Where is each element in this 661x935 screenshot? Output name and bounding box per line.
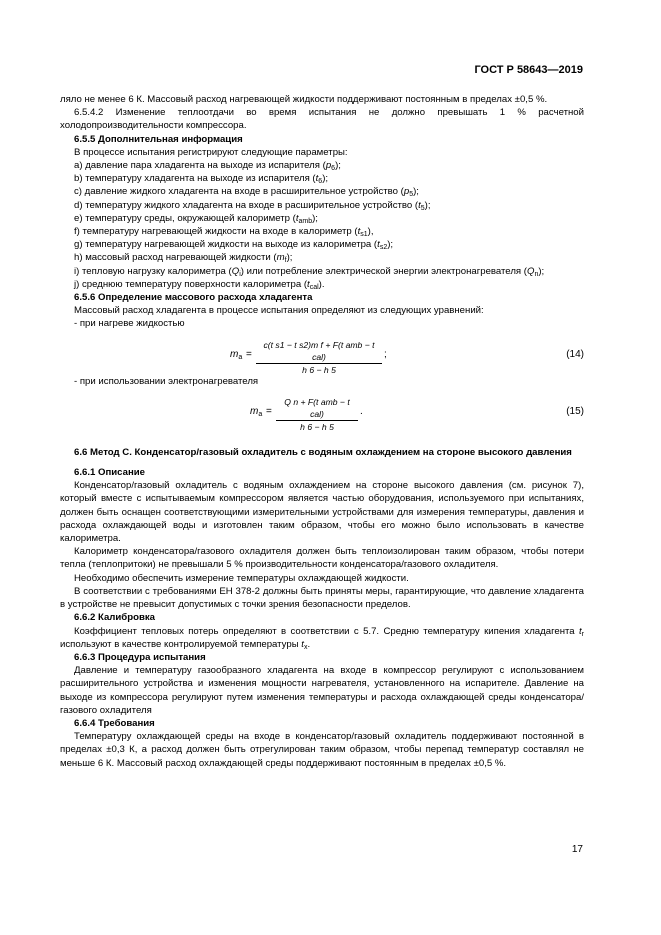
paragraph: Конденсатор/газовый охладитель с водяным охлаждением на стороне высокого давления (см. рисунок 7), который вместе с испытываемым компрессором является частью оборудования, используемого при испытаниях, должен быть оснащен соответствующими измерительными устройствами для измерения температуры, давления и расхода охлаждающей воды и изготовлен таким образом, чтобы его можно было использовать в качестве калориметра. [60,480,584,545]
list-item: g) температуру нагревающей жидкости на выходе из калориметра $(t_{s2})$; [74,239,394,252]
section-heading-6-6-2: 6.6.2 Калибровка [74,612,155,624]
paragraph: 6.5.4.2 Изменение теплоотдачи во время испытания не должно превышать 1 % расчетной холодопроизводительности компрессора. [60,107,584,132]
fraction-numerator: c(t s1 − t s2)m f + F(t amb − t cal) [256,339,382,364]
page-number: 17 [571,844,583,855]
paragraph: - при нагреве жидкостью [74,318,185,330]
section-heading-6-5-6: 6.5.6 Определение массового расхода хладагента [74,292,313,304]
section-heading-6-6-1: 6.6.1 Описание [74,467,145,479]
paragraph: - при использовании электронагревателя [74,375,259,387]
fraction [276,396,358,433]
document-code: ГОСТ Р 58643—2019 [474,64,583,76]
list-item: e) температуру среды, окружающей калориметр $(t_{amb})$; [74,212,318,225]
section-heading-6-6-4: 6.6.4 Требования [74,717,155,729]
section-heading-6-6-3: 6.6.3 Процедура испытания [74,651,206,663]
list-item: f) температуру нагревающей жидкости на входе в калориметр $(t_{s1})$, [74,226,374,239]
list-item: j) среднюю температуру поверхности калориметра $(t_{cal})$. [74,278,325,291]
paragraph: В процессе испытания регистрируют следующие параметры: [74,146,348,158]
list-item: b) температуру хладагента на выходе из испарителя $(t_6)$; [74,173,329,186]
fraction-numerator: Q n + F(t amb − t cal) [276,396,358,421]
formula-punctuation: ; [384,348,387,360]
formula-lhs: $m_a$ [250,405,263,418]
formula-number: (14) [566,348,584,360]
equals-sign: = [246,348,252,360]
list-item: a) давление пара хладагента на выходе из испарителя $(p_6)$; [74,160,341,173]
paragraph: Необходимо обеспечить измерение температуры охлаждающей жидкости. [74,572,409,584]
formula-lhs: $m_a$ [230,348,243,361]
list-item: c) давление жидкого хладагента на входе в расширительное устройство $(p_5)$; [74,186,419,199]
paragraph: Массовый расход хладагента в процессе испытания определяют из следующих уравнений: [74,305,484,317]
formula-number: (15) [566,405,584,417]
paragraph: Калориметр конденсатора/газового охладителя должен быть теплоизолирован таким образом, чтобы потери тепла (теплопритоки) не превышали 5 % производительности конденсатора/газового охладителя. [60,546,584,571]
list-item: d) температуру жидкого хладагента на входе в расширительное устройство $(t_5)$; [74,199,431,212]
paragraph: Давление и температуру газообразного хладагента на входе в компрессор регулируют с использованием расширительного устройства и изменения мощности нагревателя, установленного на испарителе. Давление на выходе из компрессора регулируют путем изменения температуры и расхода охлаждающей среды конденсатора/газового охладителя [60,665,584,716]
paragraph: ляло не менее 6 К. Массовый расход нагревающей жидкости поддерживают постоянным в пределах ±0,5 %. [60,94,548,105]
list-item: h) массовый расход нагревающей жидкости $(m_f)$; [74,252,293,265]
formula-punctuation: . [360,405,363,417]
section-heading-6-6: 6.6 Метод С. Конденсатор/газовый охладитель с водяным охлаждением на стороне высокого давления [74,446,572,458]
formula-15 [60,396,584,432]
paragraph: В соответствии с требованиями ЕН 378-2 должны быть приняты меры, гарантирующие, что давление хладагента в устройстве не превысит допустимых с точки зрения безопасности пределов. [60,585,584,611]
paragraph: Температуру охлаждающей среды на входе в конденсатор/газовый охладитель поддерживают постоянной в пределах ±0,3 К, а расход должен быть отрегулирован таким образом, чтобы перепад температур составлял не меньше 6 К. Массовый расход охлаждающей среды поддерживают постоянным в пределах ±0,5 %. [60,731,584,769]
paragraph: Коэффициент тепловых потерь определяют в соответствии с 5.7. Средню температуру кипения хладагента $t_r$ используют в качестве контролируемой температуры $t_x$. [60,625,584,651]
formula-14 [60,339,584,375]
equals-sign: = [266,405,272,417]
document-body [60,93,584,770]
section-heading-6-5-5: 6.5.5 Дополнительная информация [74,133,243,145]
list-item: i) тепловую нагрузку калориметра $(Q_i)$ или потребление электрической энергии электронагревателя $(Q_n)$; [74,265,545,278]
fraction-denominator: h 6 − h 5 [302,364,336,375]
fraction [256,339,382,376]
fraction-denominator: h 6 − h 5 [300,421,334,432]
